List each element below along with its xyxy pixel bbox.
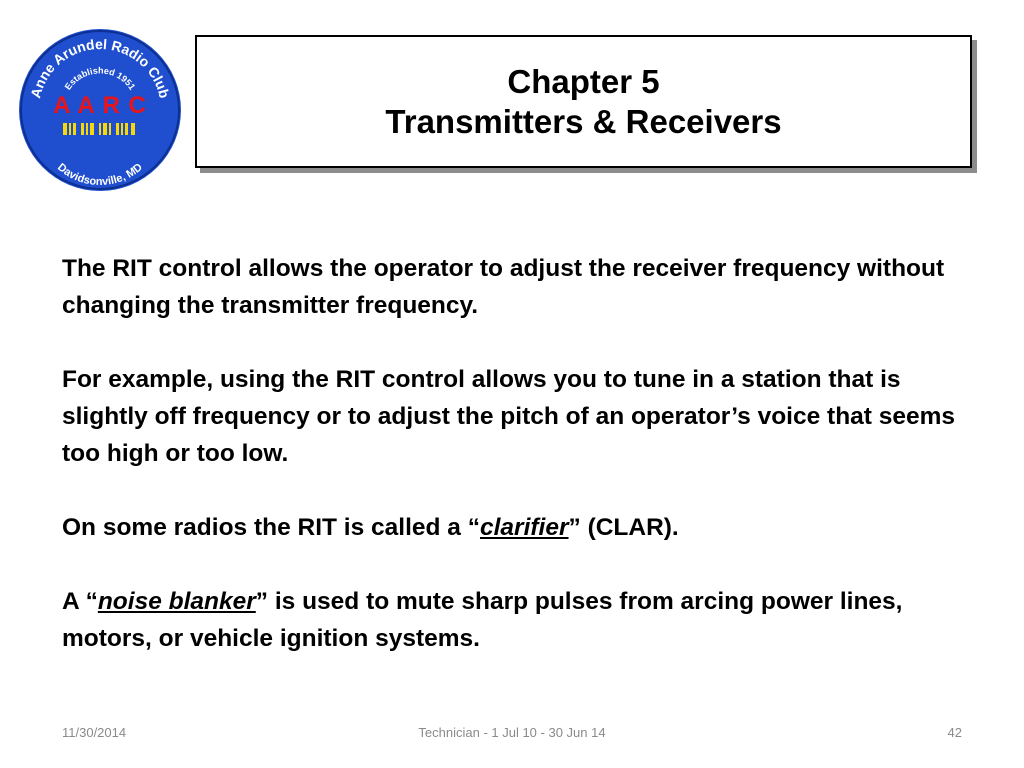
footer-date: 11/30/2014 [62, 725, 127, 740]
paragraph-rit-definition: The RIT control allows the operator to adjust the receiver frequency without changing the transmitter frequency. [62, 255, 945, 319]
slide-title-line1: Chapter 5 [507, 62, 660, 100]
aarc-logo [17, 27, 183, 193]
paragraph-noise-blanker [62, 583, 962, 657]
clarifier-prefix: On some radios the RIT is called a “ [62, 514, 480, 541]
logo-established-text: Established 1951 [62, 65, 138, 92]
paragraph-clarifier [62, 509, 962, 546]
logo-top-text: Anne Arundel Radio Club [27, 35, 173, 100]
slide-body [62, 250, 962, 657]
slide-title-box [195, 35, 972, 168]
clarifier-suffix: ” (CLAR). [568, 514, 679, 541]
clarifier-term: clarifier [479, 514, 569, 541]
footer-center-text: Technician - 1 Jul 10 - 30 Jun 14 [418, 725, 606, 740]
noise-blanker-suffix: ” is used to mute sharp pulses from arcing power lines, motors, or vehicle ignition systems. [62, 588, 903, 652]
paragraph-rit-example: For example, using the RIT control allows you to tune in a station that is slightly off frequency or to adjust the pitch of an operator’s voice that seems too high or too low. [62, 366, 956, 467]
logo-bottom-text: Davidsonville, MD [55, 161, 145, 189]
noise-blanker-term: noise blanker [97, 588, 256, 615]
logo-acronym: A A R C [53, 92, 147, 119]
noise-blanker-prefix: A “ [62, 588, 98, 615]
slide-title-line2: Transmitters & Receivers [385, 102, 782, 140]
footer-page-number: 42 [947, 725, 962, 740]
